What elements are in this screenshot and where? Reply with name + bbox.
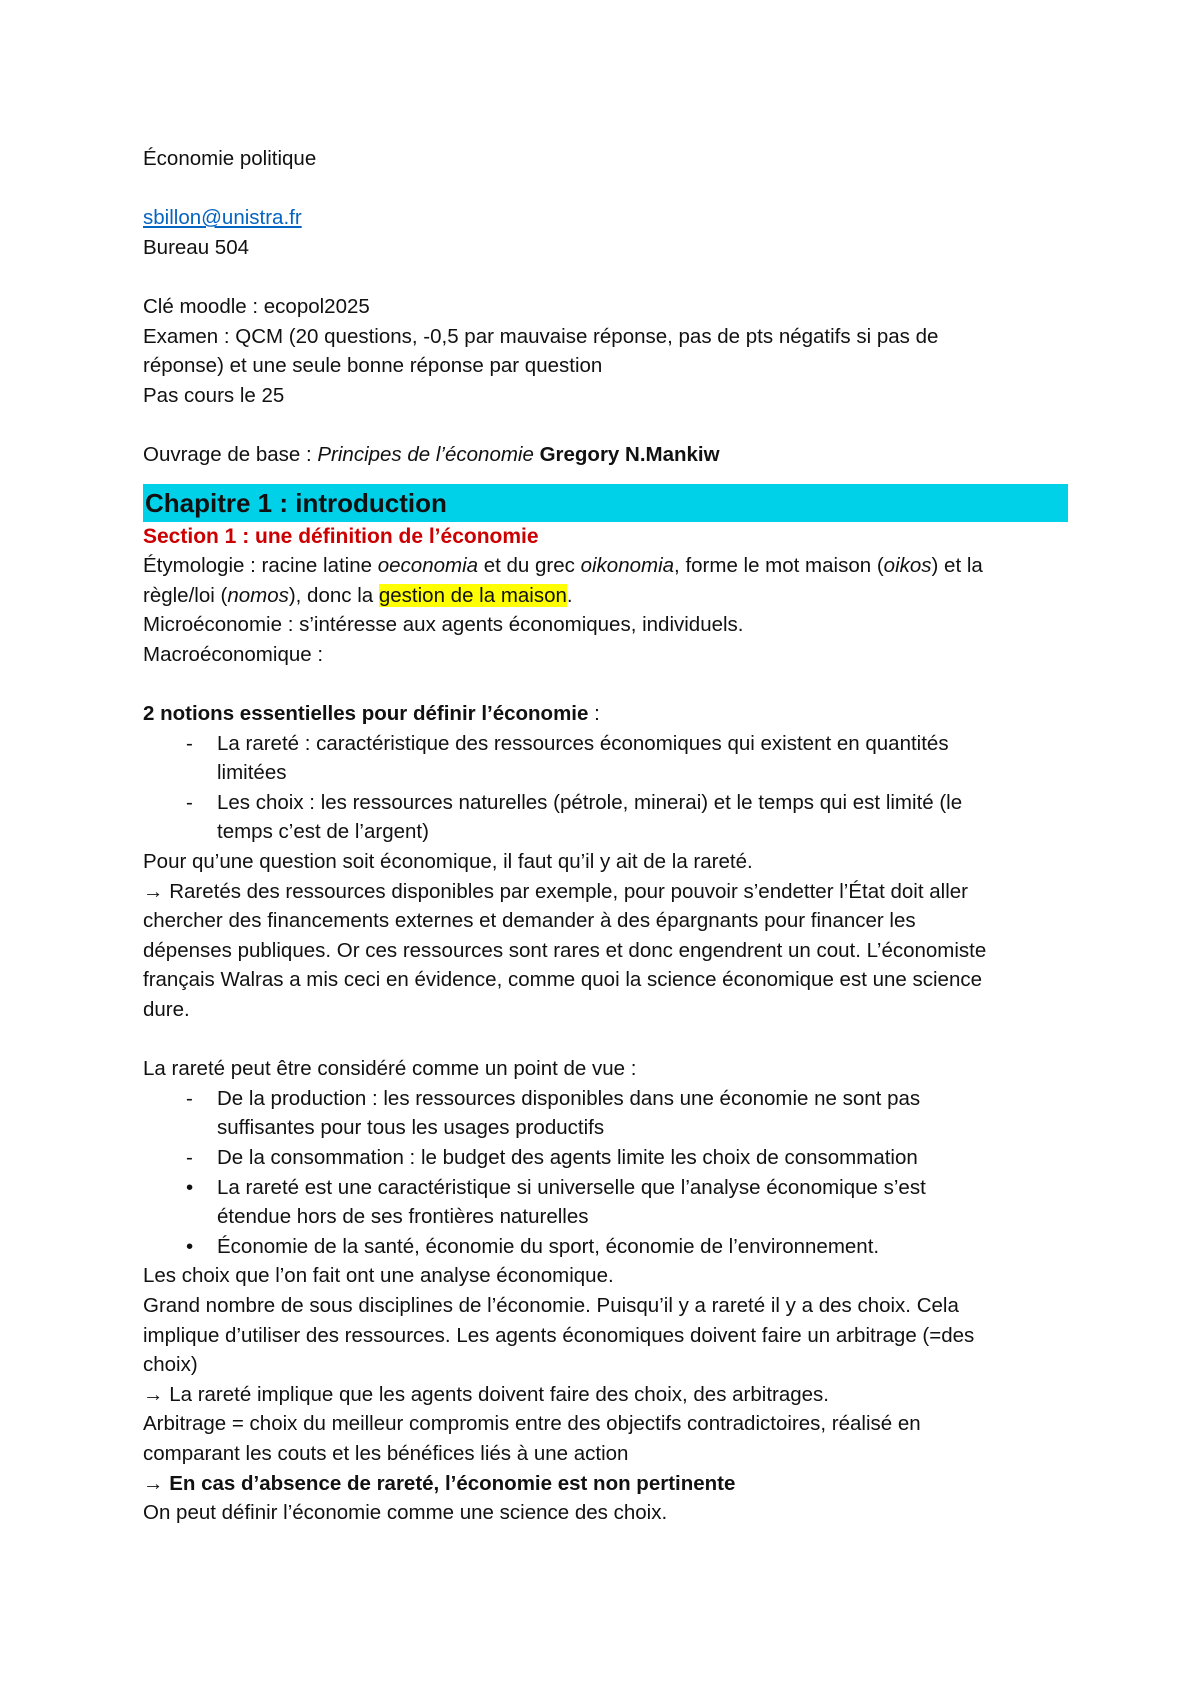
notions-list bbox=[143, 729, 1068, 847]
highlighted-text: gestion de la maison bbox=[378, 583, 567, 607]
macro-definition: Macroéconomique : bbox=[143, 642, 324, 666]
dash-bullet: - bbox=[186, 731, 193, 755]
etymology-line-2: règle/loi (nomos), donc la gestion de la maison. bbox=[143, 583, 573, 607]
etymology-line-1: Étymologie : racine latine oeconomia et du grec oikonomia, forme le mot maison (oikos) et la bbox=[143, 554, 983, 578]
dash-bullet: - bbox=[186, 790, 193, 814]
chapter-heading: Chapitre 1 : introduction bbox=[143, 484, 1068, 522]
choices-line: Les choix que l’on fait ont une analyse économique. bbox=[143, 1264, 614, 1288]
choices-line: implique d’utiliser des ressources. Les agents économiques doivent faire un arbitrage (=des bbox=[143, 1323, 975, 1347]
moodle-key-text: Clé moodle : ecopol2025 bbox=[143, 294, 370, 318]
dash-bullet: - bbox=[186, 1146, 193, 1169]
rarity-paragraph-line: dépenses publiques. Or ces ressources sont rares et donc engendrent un cout. L’économiste bbox=[143, 938, 987, 962]
list-item: - La rareté : caractéristique des ressources économiques qui existent en quantités limitées bbox=[143, 729, 1068, 788]
list-item: • Économie de la santé, économie du sport, économie de l’environnement. bbox=[143, 1232, 1068, 1262]
arrow-right-icon: → bbox=[143, 879, 164, 903]
book-author: Gregory N.Mankiw bbox=[533, 442, 720, 466]
choices-line: comparant les couts et les bénéfices liés à une action bbox=[143, 1441, 629, 1465]
exam-text-line-2: réponse) et une seule bonne réponse par question bbox=[143, 354, 603, 378]
rarity-paragraph-line: → Raretés des ressources disponibles par exemple, pour pouvoir s’endetter l’État doit aller bbox=[143, 879, 968, 903]
document-body bbox=[143, 144, 1068, 1528]
choices-line: Arbitrage = choix du meilleur compromis entre des objectifs contradictoires, réalisé en bbox=[143, 1412, 921, 1436]
conclusion-line: → En cas d’absence de rareté, l’économie est non pertinente bbox=[143, 1471, 736, 1495]
viewpoint-list bbox=[143, 1084, 1068, 1262]
choices-line: Grand nombre de sous disciplines de l’économie. Puisqu’il y a rareté il y a des choix. Cela bbox=[143, 1293, 959, 1317]
section-heading: Section 1 : une définition de l’économie bbox=[143, 524, 539, 548]
rarity-paragraph-line: chercher des financements externes et demander à des épargnants pour financer les bbox=[143, 909, 916, 933]
list-item: • La rareté est une caractéristique si universelle que l’analyse économique s’est étendue hors de ses frontières naturelles bbox=[143, 1173, 1068, 1232]
arrow-right-icon: → bbox=[143, 1471, 164, 1495]
bullet-dot-icon: • bbox=[186, 1234, 194, 1258]
no-class-text: Pas cours le 25 bbox=[143, 383, 285, 407]
rarity-paragraph-line: dure. bbox=[143, 998, 190, 1022]
rarity-paragraph-line: français Walras a mis ceci en évidence, comme quoi la science économique est une science bbox=[143, 968, 983, 992]
exam-text-line-1: Examen : QCM (20 questions, -0,5 par mauvaise réponse, pas de pts négatifs si pas de bbox=[143, 324, 939, 348]
bullet-dot-icon: • bbox=[186, 1175, 194, 1199]
list-item: - Les choix : les ressources naturelles (pétrole, minerai) et le temps qui est limité (le temps c’est de l’argent) bbox=[143, 788, 1068, 847]
list-item: - De la production : les ressources disponibles dans une économie ne sont pas suffisantes pour tous les usages productifs bbox=[143, 1084, 1068, 1143]
choices-line: On peut définir l’économie comme une science des choix. bbox=[143, 1501, 668, 1525]
list-item: - De la consommation : le budget des agents limite les choix de consommation bbox=[143, 1143, 1068, 1173]
email-link[interactable]: sbillon@unistra.fr bbox=[143, 206, 302, 230]
book-title: Principes de l’économie bbox=[317, 442, 534, 466]
rarity-paragraph-line: Pour qu’une question soit économique, il faut qu’il y ait de la rareté. bbox=[143, 850, 753, 874]
reference-book: Ouvrage de base : Principes de l’économie Gregory N.Mankiw bbox=[143, 442, 720, 466]
notions-heading: 2 notions essentielles pour définir l’économie : bbox=[143, 702, 600, 726]
micro-definition: Microéconomie : s’intéresse aux agents économiques, individuels. bbox=[143, 613, 744, 637]
office-text: Bureau 504 bbox=[143, 235, 250, 259]
document-title: Économie politique bbox=[143, 147, 317, 170]
viewpoint-intro: La rareté peut être considéré comme un point de vue : bbox=[143, 1057, 637, 1081]
arrow-right-icon: → bbox=[143, 1382, 164, 1406]
choices-line: → La rareté implique que les agents doivent faire des choix, des arbitrages. bbox=[143, 1382, 829, 1406]
dash-bullet: - bbox=[186, 1086, 193, 1110]
choices-line: choix) bbox=[143, 1353, 198, 1377]
